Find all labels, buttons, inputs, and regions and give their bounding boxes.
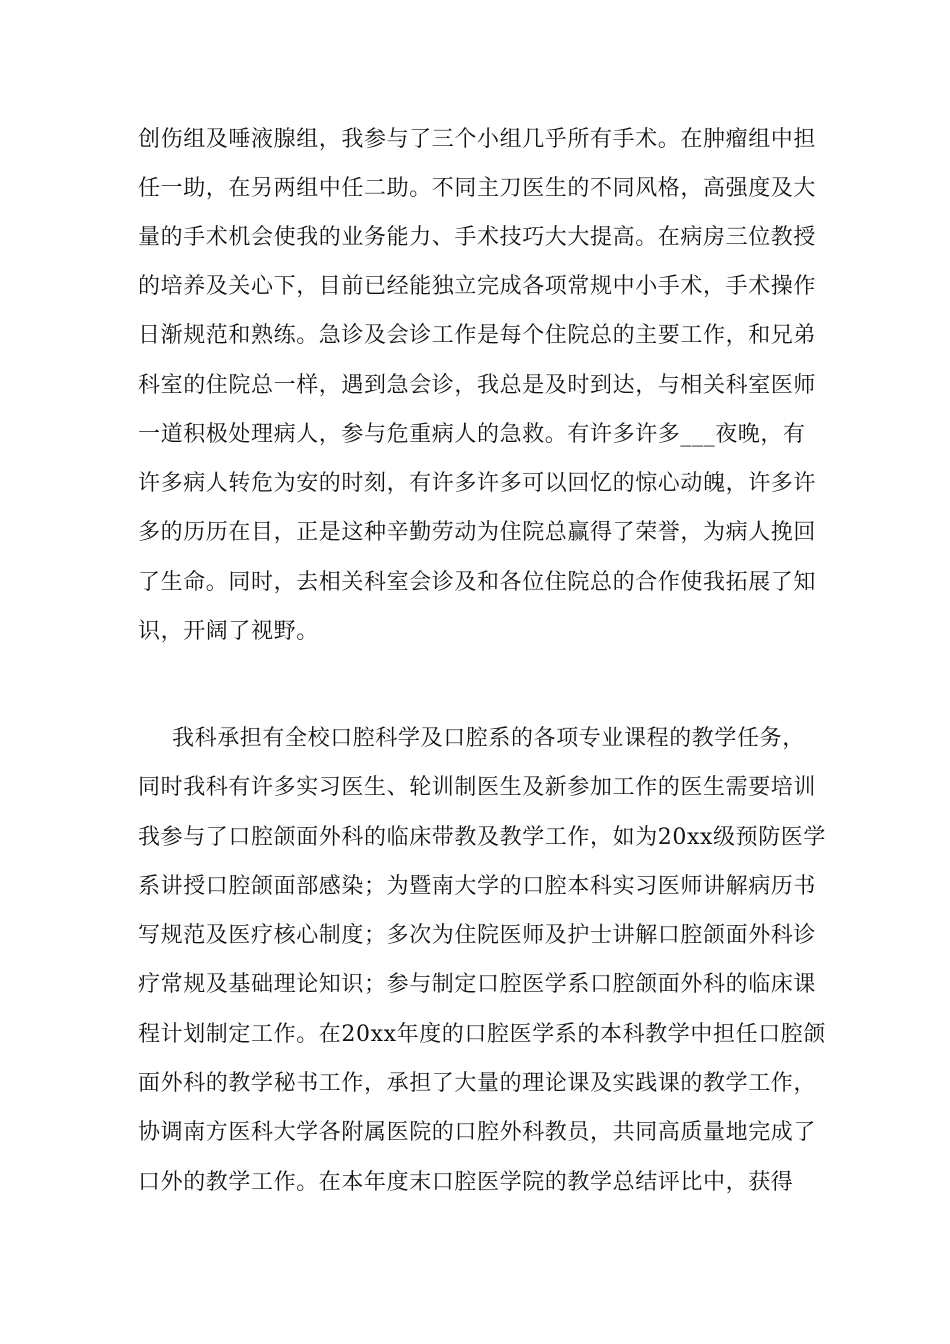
text-line: 疗常规及基础理论知识；参与制定口腔医学系口腔颌面外科的临床课: [138, 972, 817, 997]
text-line: 量的手术机会使我的业务能力、手术技巧大大提高。在病房三位教授: [138, 225, 817, 250]
text-line: 同时我科有许多实习医生、轮训制医生及新参加工作的医生需要培训: [138, 775, 817, 800]
text-line: 写规范及医疗核心制度；多次为住院医师及护士讲解口腔颌面外科诊: [138, 923, 817, 948]
text-line: 科室的住院总一样，遇到急会诊，我总是及时到达，与相关科室医师: [138, 373, 817, 398]
text-line: 我参与了口腔颌面外科的临床带教及教学工作，如为20xx级预防医学: [138, 825, 827, 850]
text-line: 口外的教学工作。在本年度末口腔医学院的教学总结评比中，获得: [138, 1170, 794, 1195]
text-line: 识，开阔了视野。: [138, 619, 319, 644]
text-line: 面外科的教学秘书工作，承担了大量的理论课及实践课的教学工作，: [138, 1071, 817, 1096]
text-line: 我科承担有全校口腔科学及口腔系的各项专业课程的教学任务，: [172, 726, 805, 751]
text-line: 一道积极处理病人，参与危重病人的急救。有许多许多___夜晚，有: [138, 422, 806, 447]
text-line: 许多病人转危为安的时刻，有许多许多可以回忆的惊心动魄，许多许: [138, 471, 817, 496]
text-line: 了生命。同时，去相关科室会诊及和各位住院总的合作使我拓展了知: [138, 570, 817, 595]
text-line: 程计划制定工作。在20xx年度的口腔医学系的本科教学中担任口腔颌: [138, 1022, 827, 1047]
text-line: 多的历历在目，正是这种辛勤劳动为住院总赢得了荣誉，为病人挽回: [138, 520, 817, 545]
text-line: 创伤组及唾液腺组，我参与了三个小组几乎所有手术。在肿瘤组中担: [138, 127, 817, 152]
text-line: 任一助，在另两组中任二助。不同主刀医生的不同风格，高强度及大: [138, 176, 817, 201]
text-line: 协调南方医科大学各附属医院的口腔外科教员，共同高质量地完成了: [138, 1120, 817, 1145]
text-line: 日渐规范和熟练。急诊及会诊工作是每个住院总的主要工作，和兄弟: [138, 323, 817, 348]
text-line: 系讲授口腔颌面部感染；为暨南大学的口腔本科实习医师讲解病历书: [138, 874, 817, 899]
text-line: 的培养及关心下，目前已经能独立完成各项常规中小手术，手术操作: [138, 274, 817, 299]
